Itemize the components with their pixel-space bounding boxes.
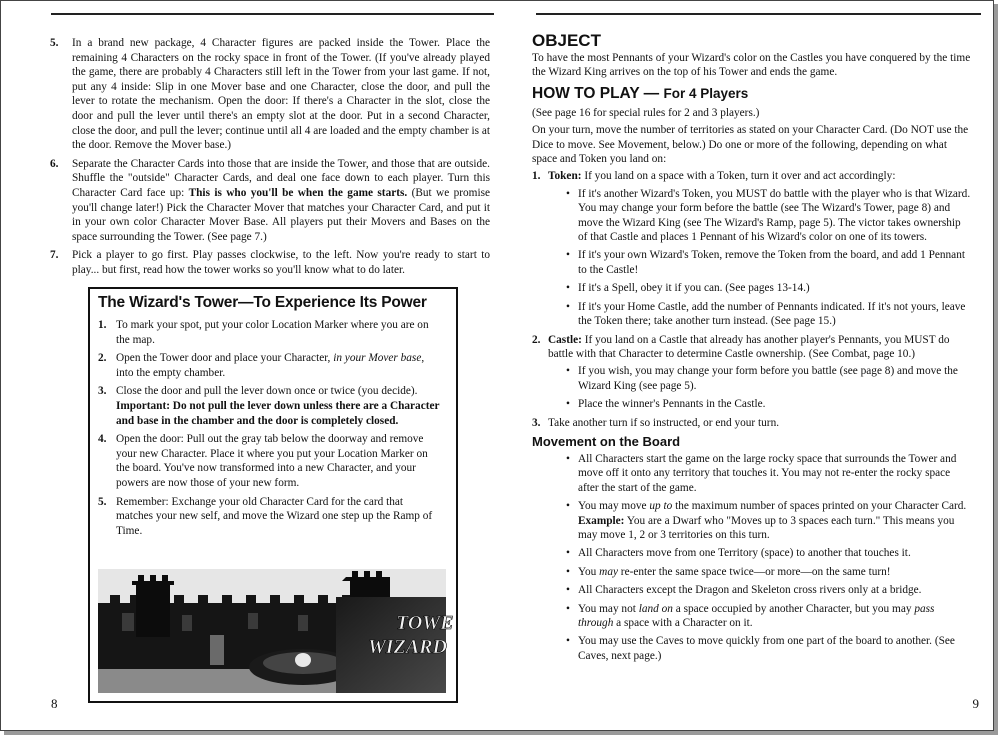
bullet-text: You may use the Caves to move quickly from one part of the board to another. (See Caves, next page.) <box>578 635 955 662</box>
step-number: 1. <box>98 319 107 331</box>
bullet-item: • If it's your Home Castle, add the number of Pennants indicated. If it's not yours, leave the Token there; take another turn instead. (See page 15.) <box>532 300 972 329</box>
object-heading: OBJECT <box>532 31 601 50</box>
step-text: To mark your spot, put your color Location Marker where you are on the map. <box>116 319 429 346</box>
box-steps <box>90 318 456 538</box>
bullet-item <box>532 452 972 495</box>
wizards-tower-box <box>88 287 458 703</box>
step-number: 7. <box>50 249 59 262</box>
step-emphasis: This is who you'll be when the game starts. <box>188 186 408 199</box>
rule-label: Castle: <box>548 333 582 346</box>
rule-castle <box>532 333 972 362</box>
bullet-text: You are a Dwarf who "Moves up to 3 spaces each turn." This means you may move 1, 2 or 3 territories on this turn. <box>578 514 955 541</box>
how-intro: On your turn, move the number of territories as stated on your Character Card. (Do NOT use the Dice to move. See Movement, below.) Do one or more of the following, depending on what space and Token you land on: <box>532 124 969 166</box>
bullet-text: You may not <box>578 602 639 615</box>
rule-number: 1. <box>532 170 541 183</box>
step-number: 5. <box>50 37 59 49</box>
rule-token <box>532 169 972 183</box>
setup-steps <box>50 36 490 282</box>
bullet-text: re-enter the same space twice—or more—on the same turn! <box>617 565 891 578</box>
step-text: Open the door: Pull out the gray tab below the doorway and remove your new Character. Place it where you put your Location Marker on the board. You've now transformed into a new Character, and your powers are now those of your new form. <box>116 433 428 489</box>
how-to-play-heading <box>532 84 972 104</box>
bullet-text: All Characters except the Dragon and Skeleton cross rivers only at a bridge. <box>578 584 922 597</box>
castle-bullets <box>532 364 972 411</box>
bullet-item <box>532 583 972 597</box>
movement-bullets <box>532 452 972 663</box>
step-5 <box>50 36 490 153</box>
bullet-text: a space occupied by another Character, but you may <box>672 602 915 615</box>
box-step-1 <box>90 318 456 347</box>
box-step-5 <box>90 495 456 539</box>
bullet-text: a space with a Character on it. <box>613 617 753 629</box>
bullet-text: All Characters start the game on the large rocky space that surrounds the Tower and move off it onto any territory that touches it. You may not re-enter the rocky space after the start of the game. <box>578 452 957 494</box>
bullet-item: • If it's a Spell, obey it if you can. (See pages 13-14.) <box>532 281 972 295</box>
step-text: Remember: Exchange your old Character Card for the card that matches your new self, and move the Wizard one step up the Ramp of Time. <box>116 495 433 537</box>
tower-logo-line1: TOWE <box>396 612 454 634</box>
bullet-item: • If you wish, you may change your form before you battle (see page 8) and move the Wizard King (see page 5). <box>532 364 972 393</box>
step-number: 6. <box>50 157 59 170</box>
heading-sub: For 4 Players <box>663 85 749 101</box>
castle-illustration <box>98 569 454 693</box>
top-rule <box>536 13 981 15</box>
rule-text: If you land on a space with a Token, turn it over and act accordingly: <box>581 170 896 183</box>
step-6 <box>50 157 490 245</box>
box-step-3 <box>90 384 456 428</box>
rule-label: Token: <box>548 170 582 183</box>
bullet-item <box>532 565 972 579</box>
object-text: To have the most Pennants of your Wizard's color on the Castles you have conquered by the time the Wizard King arrives on the top of his Tower and ends the game. <box>532 52 971 79</box>
bullet-text: You may move <box>578 500 650 513</box>
bullet-italic: may <box>599 565 618 578</box>
bullet-emphasis: Example: <box>578 514 625 527</box>
bullet-item <box>532 634 972 663</box>
page-number: 9 <box>972 696 979 711</box>
box-step-4 <box>90 432 456 490</box>
step-text: Close the door and pull the lever down once or twice (you decide). <box>116 385 418 398</box>
bullet-item <box>532 499 972 542</box>
step-number: 4. <box>98 433 107 446</box>
bullet-item: • If it's your own Wizard's Token, remove the Token from the board, and add 1 Pennant to the Castle! <box>532 248 972 277</box>
bullet-text: All Characters move from one Territory (space) to another that touches it. <box>578 547 911 560</box>
how-note: (See page 16 for special rules for 2 and 3 players.) <box>532 106 760 119</box>
step-text: Separate the Character Cards into those that are inside the Tower, and those that are outside. Shuffle the "outside" Character Cards, and deal one face down to each player. Turn this Character Card face up: <box>72 157 490 199</box>
rule-text: If you land on a Castle that already has another player's Pennants, you MUST do battle with that Character to determine Castle ownership. (See Combat, page 10.) <box>548 333 950 360</box>
token-bullets <box>532 187 972 329</box>
rule-number: 3. <box>532 416 541 429</box>
bullet-item: • Place the winner's Pennants in the Castle. <box>532 397 972 411</box>
bullet-italic: up to <box>649 500 673 513</box>
rule-number: 2. <box>532 333 541 346</box>
rule-text: Take another turn if so instructed, or end your turn. <box>548 416 780 429</box>
box-step-2 <box>90 351 456 380</box>
step-number: 3. <box>98 385 107 398</box>
bullet-text: the maximum number of spaces printed on your Character Card. <box>672 500 967 513</box>
bullet-text: You <box>578 565 600 578</box>
step-emphasis: Important: Do not pull the lever down unless there are a Character and base in the chamber and the door is completely closed. <box>116 399 440 427</box>
step-number: 2. <box>98 352 107 365</box>
step-text: In a brand new package, 4 Character figures are packed inside the Tower. Place the remaining 4 Characters on the rocky space in front of the Tower. (If you've already played the game, there are probably 4 Characters still left in the Tower from your last game. If not, put any 4 inside: Slip in one Mover base and one Character, close the door, and pull the lever to rotate the mechanism. Open the door: If there's a Character in the slot, close the door and pull the lever until there's an empty slot at the door. Put in a second Character, close the door, and pull the lever; continue until all 4 are loaded and the empty chamber is at the door. Remove the Mover base.) <box>72 37 490 152</box>
step-text: Pick a player to go first. Play passes clockwise, to the left. Now you're ready to start to play... but first, read how the tower works so you'll know what to do later. <box>72 249 490 276</box>
box-title: The Wizard's Tower—To Experience Its Power <box>98 294 427 311</box>
step-italic: in your Mover base <box>333 352 422 365</box>
bullet-item <box>532 602 972 631</box>
step-text: Open the Tower door and place your Character, <box>116 352 334 365</box>
top-rule <box>51 13 494 15</box>
right-column <box>532 31 972 667</box>
heading-main: HOW TO PLAY — <box>532 84 664 102</box>
tower-logo-line2: WIZARD <box>368 636 447 658</box>
bullet-item: • If it's another Wizard's Token, you MUST do battle with the player who is that Wizard. You may change your form before the battle (see The Wizard's Tower, page 8) and move the Wizard King (see The Wizard's Ramp, page 5). The victor takes ownership of that Castle and places 1 Pennant of his Wizard's color on one of its towers. <box>532 187 972 245</box>
page-number: 8 <box>51 696 58 711</box>
left-page <box>1 1 497 730</box>
rule-end-turn <box>532 416 972 430</box>
step-text: (But we promise you'll change later!) Pick the Character Mover that matches your Character Card, and put it in your own color Character Mover Base. All players put their Movers and Bases on the space surrounding the Tower. (See page 7.) <box>72 186 490 243</box>
movement-heading: Movement on the Board <box>532 433 681 449</box>
step-number: 5. <box>98 495 107 508</box>
step-7 <box>50 248 490 277</box>
bullet-italic: land on <box>638 602 673 615</box>
bullet-italic: pass through <box>578 602 935 629</box>
step-text: , into the empty chamber. <box>116 352 425 379</box>
bullet-item <box>532 546 972 560</box>
